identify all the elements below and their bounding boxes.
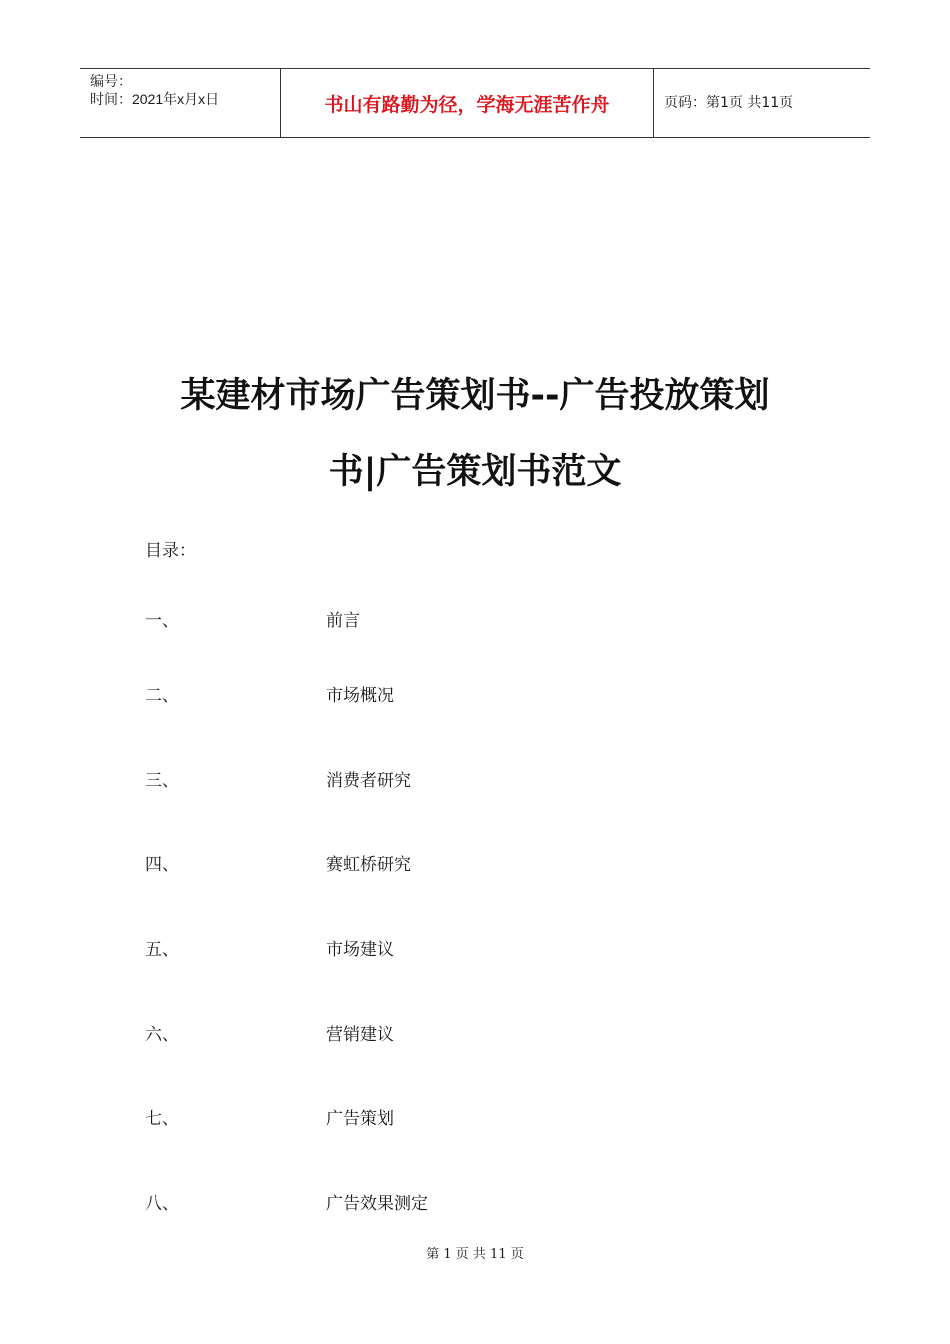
toc-item-number: 六、 [145,1025,179,1045]
toc-item-number: 二、 [145,686,179,706]
toc-item [0,769,950,793]
header-motto: 书山有路勤为径，学海无涯苦作舟 [324,94,610,116]
toc-item-label: 广告策划 [326,1109,394,1129]
document-time: 时间：2021年x月x日 [90,91,220,107]
toc-item [0,938,950,962]
toc-item-number: 七、 [145,1109,179,1129]
toc-item [0,1107,950,1131]
document-number: 编号： [90,73,132,89]
toc-item-label: 市场建议 [326,940,394,960]
toc-item-number: 四、 [145,855,179,875]
header-page-cell [654,69,870,137]
document-header [80,68,870,138]
toc-item-label: 市场概况 [326,686,394,706]
toc-heading: 目录： [145,541,196,561]
toc-item [0,609,950,633]
header-page-code: 页码：第1页 共11页 [664,95,794,111]
toc-item-label: 营销建议 [326,1025,394,1045]
toc-item-number: 五、 [145,940,179,960]
document-title-line-2: 书|广告策划书范文 [328,452,622,492]
toc-item [0,853,950,877]
toc-item-label: 前言 [326,611,360,631]
toc-item-number: 三、 [145,771,179,791]
toc-item-label: 消费者研究 [326,771,411,791]
header-meta-cell [80,69,281,137]
header-motto-cell [281,69,654,137]
toc-item-number: 八、 [145,1194,179,1214]
toc-item-label: 广告效果测定 [326,1194,428,1214]
page-footer: 第 1 页 共 11 页 [426,1247,524,1262]
toc-item [0,1192,950,1216]
document-title-line-1: 某建材市场广告策划书--广告投放策划 [180,376,770,416]
toc-item-number: 一、 [145,611,179,631]
toc-item [0,684,950,708]
toc-item-label: 赛虹桥研究 [326,855,411,875]
toc-item [0,1023,950,1047]
